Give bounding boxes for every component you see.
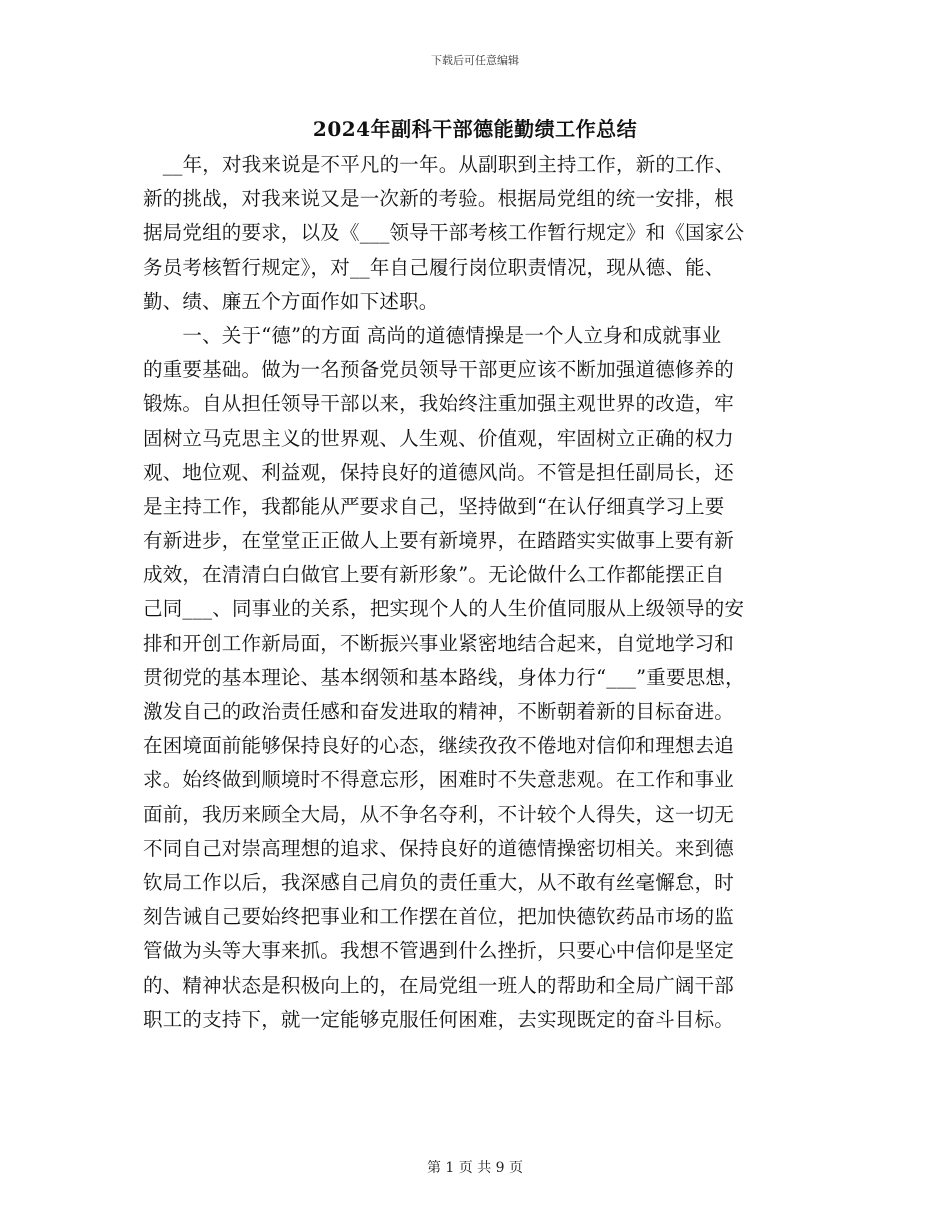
body-line: 钦局工作以后，我深感自己肩负的责任重大，从不敢有丝毫懈怠，时 [143, 870, 735, 894]
body-line: 面前，我历来顾全大局，从不争名夺利，不计较个人得失，这一切无 [143, 802, 735, 826]
body-line: 贯彻党的基本理论、基本纲领和基本路线，身体力行“___”重要思想， [143, 665, 745, 689]
body-line: 的重要基础。做为一名预备党员领导干部更应该不断加强道德修养的 [143, 358, 735, 382]
body-line: 己同___、同事业的关系，把实现个人的人生价值同服从上级领导的安 [143, 597, 745, 621]
body-line: 成效，在清清白白做官上要有新形象”。无论做什么工作都能摆正自 [143, 563, 725, 587]
body-line: 在困境面前能够保持良好的心态，继续孜孜不倦地对信仰和理想去追 [143, 734, 735, 758]
body-line: 固树立马克思主义的世界观、人生观、价值观，牢固树立正确的权力 [143, 426, 735, 450]
body-line: 一、关于“德”的方面 高尚的道德情操是一个人立身和成就事业 [143, 323, 722, 347]
body-line: 勤、绩、廉五个方面作如下述职。 [143, 289, 439, 313]
document-body [143, 148, 823, 1037]
body-line: 锻炼。自从担任领导干部以来，我始终注重加强主观世界的改造，牢 [143, 392, 735, 416]
body-line: 刻告诫自己要始终把事业和工作摆在首位，把加快德钦药品市场的监 [143, 905, 735, 929]
body-line: 职工的支持下，就一定能够克服任何困难，去实现既定的奋斗目标。 [143, 1007, 735, 1031]
document-title: 2024年副科干部德能勤绩工作总结 [312, 117, 638, 141]
body-line: 不同自己对崇高理想的追求、保持良好的道德情操密切相关。来到德 [143, 836, 735, 860]
body-line: 激发自己的政治责任感和奋发进取的精神，不断朝着新的目标奋进。 [143, 700, 735, 723]
body-line: 求。始终做到顺境时不得意忘形，困难时不失意悲观。在工作和事业 [143, 768, 735, 792]
body-line: 排和开创工作新局面，不断振兴事业紧密地结合起来，自觉地学习和 [143, 631, 735, 655]
body-line: 务员考核暂行规定》，对__年自己履行岗位职责情况，现从德、能、 [143, 255, 725, 279]
page-number: 第 1 页 共 9 页 [426, 1160, 524, 1176]
body-line: 管做为头等大事来抓。我想不管遇到什么挫折，只要心中信仰是坚定 [143, 939, 735, 963]
body-line: 新的挑战，对我来说又是一次新的考验。根据局党组的统一安排，根 [143, 187, 735, 211]
body-line: 是主持工作，我都能从严要求自己，坚持做到“在认仔细真学习上要 [143, 494, 725, 518]
body-line: 的、精神状态是积极向上的，在局党组一班人的帮助和全局广阔干部 [143, 973, 735, 997]
page-header-note: 下载后可任意编辑 [431, 54, 519, 67]
body-line: 有新进步，在堂堂正正做人上要有新境界，在踏踏实实做事上要有新 [143, 529, 735, 553]
body-line: __年，对我来说是不平凡的一年。从副职到主持工作，新的工作、 [143, 153, 735, 176]
body-line: 据局党组的要求，以及《___领导干部考核工作暂行规定》和《国家公 [143, 221, 745, 245]
body-line: 观、地位观、利益观，保持良好的道德风尚。不管是担任副局长，还 [143, 460, 735, 484]
